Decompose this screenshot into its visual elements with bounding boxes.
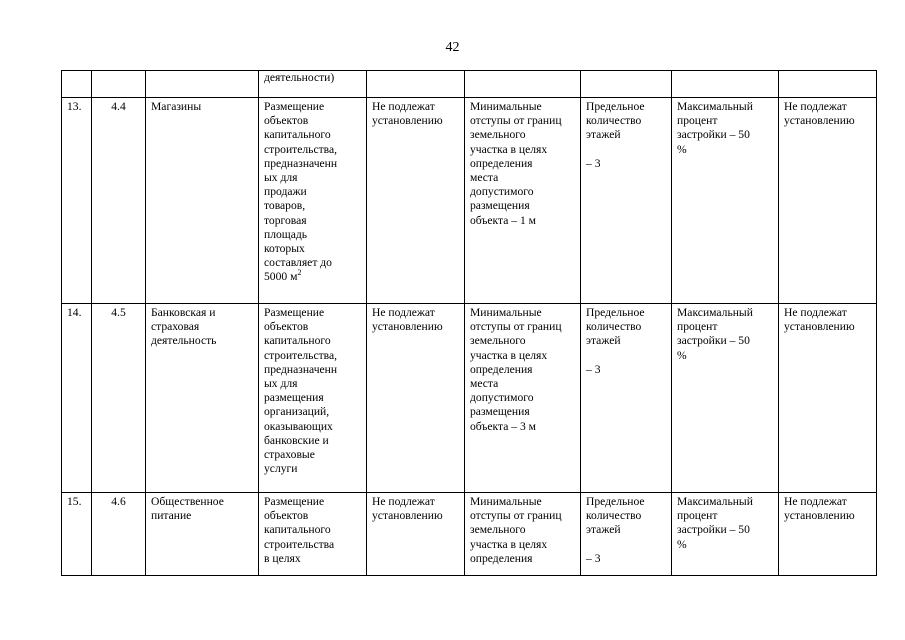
text-line: объекта – 1 м [470, 213, 537, 227]
text-line: питание [151, 509, 192, 523]
text-line: Предельное [586, 306, 645, 319]
text-line: продажи [264, 185, 307, 199]
text-line: Предельное [586, 495, 645, 508]
text-line: торговая [264, 213, 307, 227]
row-number: 15. [62, 493, 92, 576]
text-line: установлению [372, 114, 443, 128]
floors-value: – 3 [586, 551, 601, 565]
text-line: объектов [264, 114, 309, 128]
max-floors [581, 98, 672, 304]
text-line: капитального [264, 128, 331, 142]
cell [672, 71, 779, 98]
text-line: ых для [264, 171, 298, 185]
unit-superscript: 2 [297, 268, 302, 278]
max-coverage [672, 493, 779, 576]
row-number: 14. [62, 304, 92, 493]
activity-name [146, 98, 259, 304]
text-line: Общественное [151, 495, 224, 508]
text-line: места [470, 377, 499, 391]
text-line: товаров, [264, 199, 306, 213]
cell-description [259, 71, 367, 98]
text-line: банковские и [264, 433, 329, 447]
text-line: отступы от границ [470, 509, 562, 523]
text-line: размещения [264, 391, 324, 405]
spacer [586, 538, 666, 552]
text-line: которых [264, 242, 305, 256]
activity-code: 4.4 [92, 98, 146, 304]
text-line: земельного [470, 334, 526, 348]
text-line: установлению [784, 509, 855, 523]
max-floors [581, 493, 672, 576]
text-line: этажей [586, 128, 621, 142]
text-line: застройки – 50 [677, 523, 750, 537]
cell [465, 71, 581, 98]
cell [92, 71, 146, 98]
floors-value: – 3 [586, 362, 601, 376]
min-plot-size [367, 304, 465, 493]
cell [367, 71, 465, 98]
text-line: процент [677, 320, 718, 334]
text-line: Не подлежат [784, 100, 847, 113]
other-params [779, 98, 877, 304]
text-line: площадь [264, 227, 308, 241]
text-line: оказывающих [264, 419, 333, 433]
text-line: деятельности) [264, 71, 335, 84]
table-row [62, 98, 877, 304]
text-line: Банковская и [151, 306, 216, 319]
text-line: Не подлежат [372, 306, 435, 319]
text-line: объектов [264, 509, 309, 523]
text-line: строительства [264, 537, 335, 551]
text-line: деятельность [151, 334, 217, 348]
text-line: застройки – 50 [677, 334, 750, 348]
text-line: % [677, 142, 687, 156]
text-line: ых для [264, 377, 298, 391]
text-line: Максимальный [677, 306, 753, 319]
text-line: установлению [784, 114, 855, 128]
cell [62, 71, 92, 98]
min-plot-size [367, 98, 465, 304]
text-line: земельного [470, 128, 526, 142]
text-line: Размещение [264, 306, 325, 319]
area-text: 5000 м [264, 270, 298, 284]
text-line: этажей [586, 523, 621, 537]
floors-value: – 3 [586, 156, 601, 170]
cell [779, 71, 877, 98]
text-line: составляет до [264, 256, 332, 270]
text-line: % [677, 537, 687, 551]
text-line: установлению [372, 509, 443, 523]
text-line: количество [586, 320, 642, 334]
setback-requirements [465, 304, 581, 493]
text-line: определения [470, 362, 533, 376]
text-line: страховые [264, 448, 315, 462]
text-line: допустимого [470, 185, 534, 199]
activity-code: 4.6 [92, 493, 146, 576]
activity-name [146, 304, 259, 493]
text-line: земельного [470, 523, 526, 537]
text-line: допустимого [470, 391, 534, 405]
text-line: Магазины [151, 100, 202, 113]
row-number: 13. [62, 98, 92, 304]
text-line: участка в целях [470, 348, 548, 362]
spacer [586, 349, 666, 363]
text-line: определения [470, 551, 533, 565]
text-line: количество [586, 114, 642, 128]
text-line: отступы от границ [470, 320, 562, 334]
text-line: строительства, [264, 348, 338, 362]
activity-code: 4.5 [92, 304, 146, 493]
text-line: капитального [264, 334, 331, 348]
text-line: участка в целях [470, 537, 548, 551]
other-params [779, 304, 877, 493]
setback-requirements [465, 493, 581, 576]
text-line: страховая [151, 320, 200, 334]
text-line: участка в целях [470, 142, 548, 156]
other-params [779, 493, 877, 576]
text-line: процент [677, 509, 718, 523]
text-line: в целях [264, 551, 301, 565]
activity-description [259, 493, 367, 576]
text-line: предназначенн [264, 156, 338, 170]
text-line: установлению [784, 320, 855, 334]
setback-requirements [465, 98, 581, 304]
text-line: размещения [470, 199, 530, 213]
max-floors [581, 304, 672, 493]
text-line: количество [586, 509, 642, 523]
activity-description [259, 304, 367, 493]
max-coverage [672, 98, 779, 304]
text-line: капитального [264, 523, 331, 537]
max-coverage [672, 304, 779, 493]
text-line: Не подлежат [372, 100, 435, 113]
text-line: Не подлежат [372, 495, 435, 508]
page-number: 42 [445, 40, 460, 55]
text-line: Размещение [264, 495, 325, 508]
text-line: % [677, 348, 687, 362]
text-line: Размещение [264, 100, 325, 113]
text-line: отступы от границ [470, 114, 562, 128]
text-line: определения [470, 156, 533, 170]
text-line: Минимальные [470, 100, 542, 113]
text-line: Максимальный [677, 495, 753, 508]
cell [146, 71, 259, 98]
activity-name [146, 493, 259, 576]
text-line: предназначенн [264, 362, 338, 376]
table-row [62, 493, 877, 576]
text-line: объекта – 3 м [470, 419, 537, 433]
text-line: места [470, 171, 499, 185]
table-row [62, 304, 877, 493]
text-line: размещения [470, 405, 530, 419]
text-line: этажей [586, 334, 621, 348]
text-line: Не подлежат [784, 306, 847, 319]
text-line: объектов [264, 320, 309, 334]
text-line: процент [677, 114, 718, 128]
text-line: Предельное [586, 100, 645, 113]
zoning-table [61, 70, 877, 576]
spacer [586, 143, 666, 157]
text-line: строительства, [264, 142, 338, 156]
min-plot-size [367, 493, 465, 576]
activity-description [259, 98, 367, 304]
text-line: Минимальные [470, 495, 542, 508]
text-line: установлению [372, 320, 443, 334]
text-line: Минимальные [470, 306, 542, 319]
text-line-with-unit [264, 270, 361, 284]
cell [581, 71, 672, 98]
text-line: Максимальный [677, 100, 753, 113]
text-line: застройки – 50 [677, 128, 750, 142]
text-line: Не подлежат [784, 495, 847, 508]
continuation-row [62, 71, 877, 98]
text-line: услуги [264, 462, 298, 476]
text-line: организаций, [264, 405, 330, 419]
